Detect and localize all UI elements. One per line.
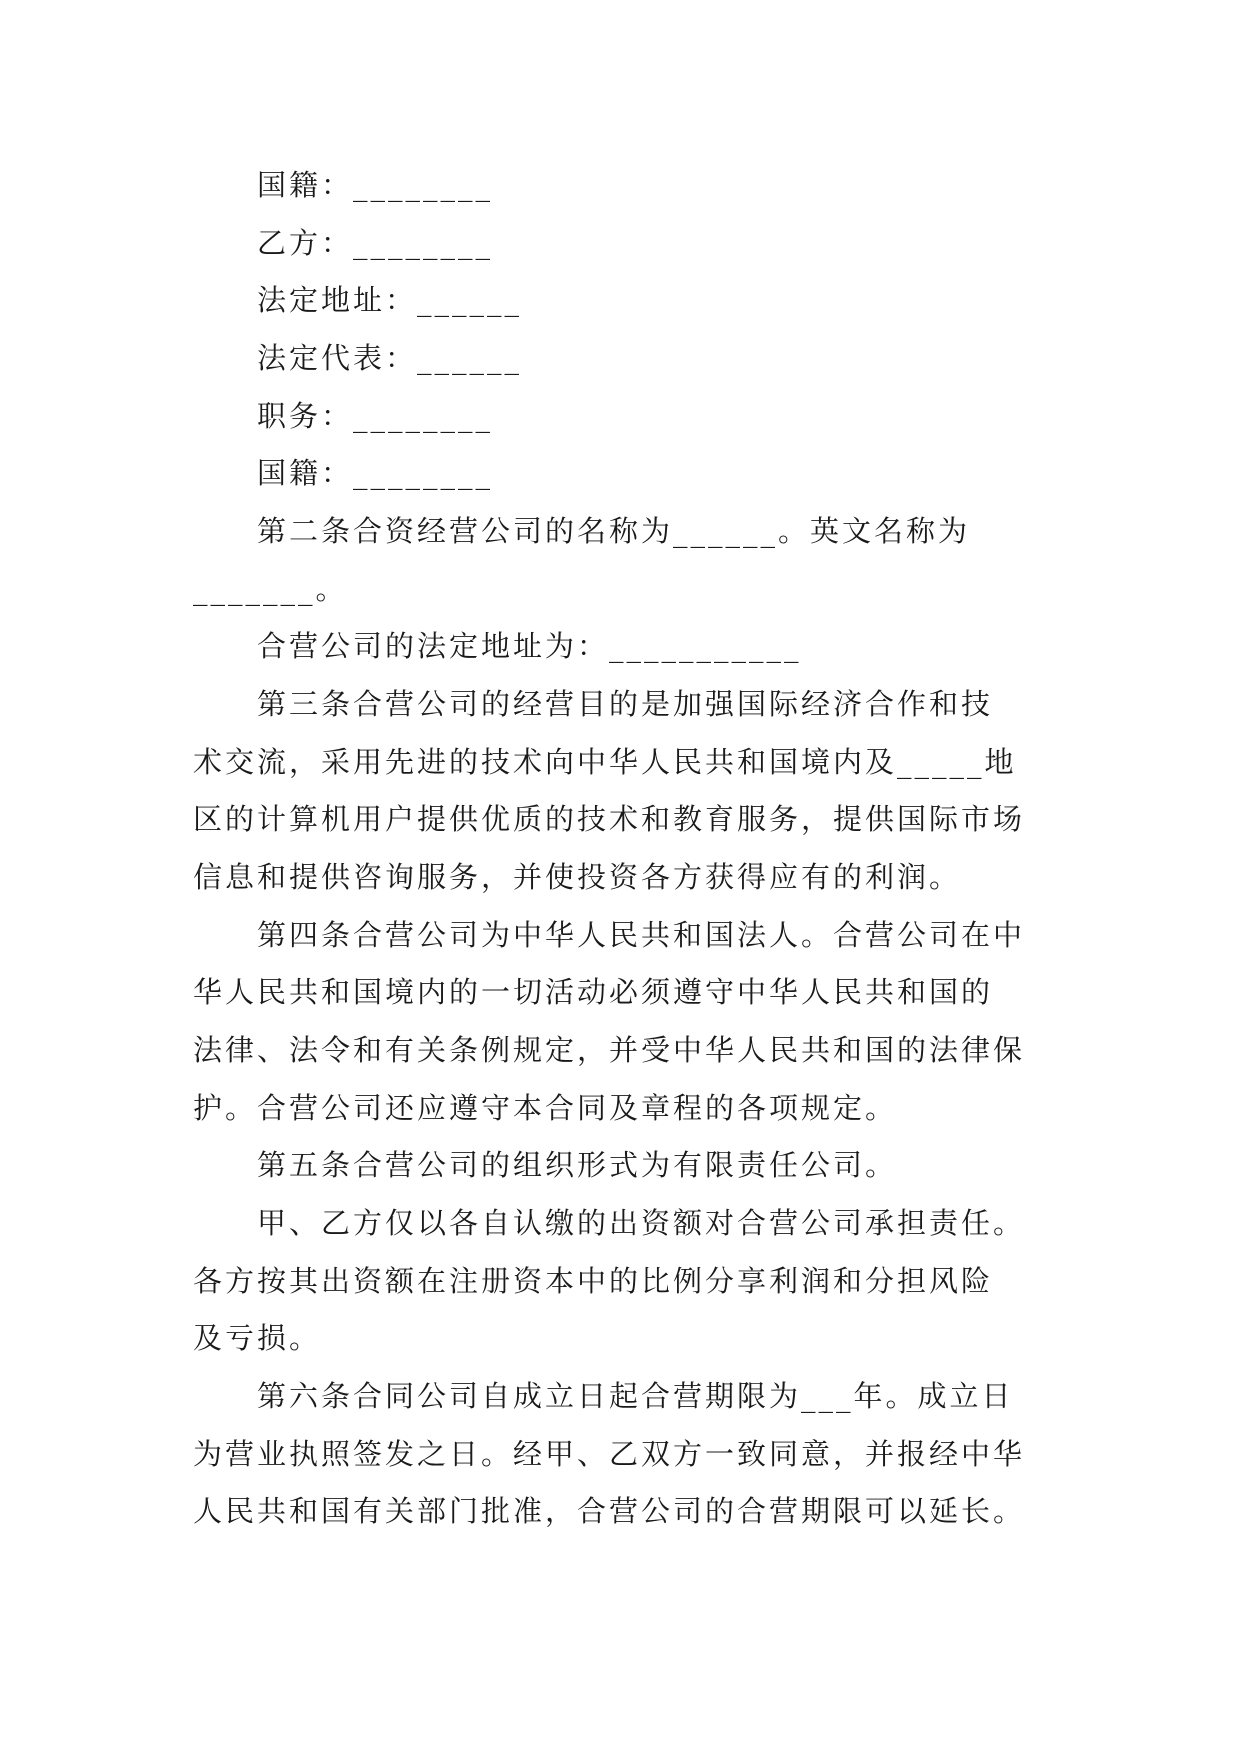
legal-address-field: 法定地址：______ [257,283,523,317]
liability-line-2: 各方按其出资额在注册资本中的比例分享利润和分担风险 [193,1264,994,1298]
position-field: 职务：________ [257,399,494,433]
article-4-line-2: 华人民共和国境内的一切活动必须遵守中华人民共和国的 [193,975,994,1009]
jv-legal-address-line: 合营公司的法定地址为：___________ [257,629,802,663]
article-3-line-4: 信息和提供咨询服务，并使投资各方获得应有的利润。 [193,860,962,894]
article-4-line-1: 第四条合营公司为中华人民共和国法人。合营公司在中 [257,918,1026,952]
liability-line-1: 甲、乙方仅以各自认缴的出资额对合营公司承担责任。 [257,1206,1026,1240]
article-2-line-2: _______。 [193,572,348,606]
article-4-line-3: 法律、法令和有关条例规定，并受中华人民共和国的法律保 [193,1033,1026,1067]
article-6-line-2: 为营业执照签发之日。经甲、乙双方一致同意，并报经中华 [193,1437,1026,1471]
nationality-field-2: 国籍：________ [257,456,494,490]
nationality-field-1: 国籍：________ [257,168,494,202]
party-b-field: 乙方：________ [257,226,494,260]
liability-line-3: 及亏损。 [193,1321,322,1355]
article-5-line-1: 第五条合营公司的组织形式为有限责任公司。 [257,1148,898,1182]
legal-representative-field: 法定代表：______ [257,341,523,375]
article-4-line-4: 护。合营公司还应遵守本合同及章程的各项规定。 [193,1091,898,1125]
article-2-line-1: 第二条合资经营公司的名称为______。英文名称为 [257,514,971,548]
article-3-line-1: 第三条合营公司的经营目的是加强国际经济合作和技 [257,687,994,721]
article-6-line-3: 人民共和国有关部门批准，合营公司的合营期限可以延长。 [193,1494,1026,1528]
article-6-line-1: 第六条合同公司自成立日起合营期限为___年。成立日 [257,1379,1014,1413]
article-3-line-3: 区的计算机用户提供优质的技术和教育服务，提供国际市场 [193,802,1026,836]
article-3-line-2: 术交流，采用先进的技术向中华人民共和国境内及_____地 [193,745,1017,779]
